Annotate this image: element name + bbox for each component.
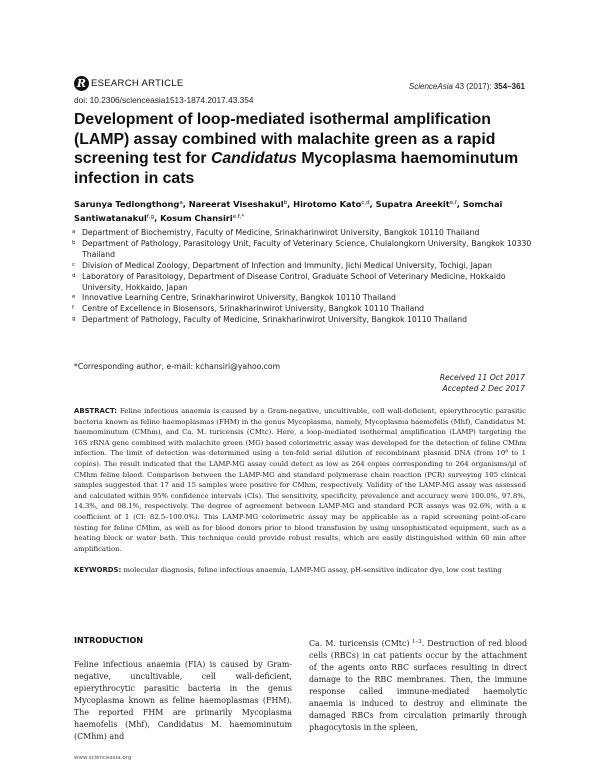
- abstract-label: ABSTRACT:: [74, 407, 118, 415]
- title-italic: Candidatus: [210, 150, 297, 167]
- section-heading-introduction: INTRODUCTION: [74, 636, 144, 645]
- article-type-badge: [74, 74, 184, 92]
- author-name: Somchai Santiwatanakul: [74, 199, 503, 223]
- affiliation-text: Department of Biochemistry, Faculty of Medicine, Srinakharinwirot University, Bangkok 10110 Thailand: [82, 228, 480, 237]
- dates: [440, 373, 525, 395]
- intro-col2-rest: . Destruction of red blood cells (RBCs) in cat patients occur by the attachment of the agents onto RBC surfaces resulting in direct damage to the RBC membranes. Then, the immune response called immune-mediated haemolytic anaemia is induced to destroy and eliminate the damaged RBCs from circulation primarily through phagocytosis in the spleen,: [309, 639, 527, 732]
- affiliation-text: Department of Pathology, Faculty of Medicine, Srinakharinwirot University, Bangkok 10110 Thailand: [82, 315, 467, 325]
- abstract-text: Feline infectious anaemia is caused by a Gram-negative, uncultivable, cell wall-deficient, epierythrocytic parasitic bacteria known as feline haemoplasmas (FHM) in the genus Mycoplasma, namely, Mycoplasma haemofelis (Mhf), Candidatus M. haemominutum (CMhm), and Ca. M. turicensis (CMtc). Here, a loop-mediated isothermal amplification (LAMP) targeting the 16S rRNA gene combined with malachite green (MG) based colorimetric assay was developed for the detection of feline CMhm infection. The limit of detection was determined using a ten-fold serial dilution of recombinant plasmid DNA (from 10⁸ to 1 copies). The result indicated that the LAMP-MG assay could detect as low as 264 copies corresponding to 264 organisms/µl of CMhm feline blood. Comparison between the LAMP-MG and standard polymerase chain reaction (PCR) surveying 105 clinical samples suggested that 17 and 15 samples were positive for CMhm, respectively. Validity of the LAMP-MG assay was assessed and calculated within 95% confidence intervals (CIs). The sensitivity, specificity, prevalence and accuracy were 100.0%, 97.8%, 14.3%, and 98.1%, respectively. The degree of agreement between LAMP-MG and standard PCR assays was 92.6%, with a κ coefficient of 1 (CI: 82.5–100.0%). This LAMP-MG colorimetric assay may be applicable as a rapid screening point-of-care testing for feline CMhm, as well as for blood donors prior to blood transfusion by using unsophisticated equipment, such as a heating block or water bath. This technique could provide robust results, which are easily distinguished within 60 min after amplification.: [74, 407, 526, 553]
- affiliation-item: [72, 315, 532, 326]
- author-name: Hirotomo Kato: [293, 199, 362, 209]
- keywords: [74, 565, 526, 576]
- corresponding-author: *Corresponding author, e-mail: kchansiri@yahoo.com: [74, 362, 281, 371]
- footer-url[interactable]: www.scienceasia.org: [74, 755, 132, 761]
- author-name: Kosum Chansiri: [160, 212, 233, 223]
- affiliation-item: [72, 228, 532, 239]
- author-affiliation-mark: a: [179, 200, 183, 206]
- intro-col2-start: Ca. M. turicensis (CMtc): [309, 639, 410, 648]
- keywords-label: KEYWORDS:: [74, 566, 122, 574]
- journal-pages: 354–361: [493, 82, 525, 91]
- intro-column-1: Feline infectious anaemia (FIA) is caused by Gram-negative, uncultivable, cell wall-deficient, epierythrocytic parasitic bacteria in the genus Mycoplasma known as feline haemoplasmas (FHM). The reported FHM are primarily Mycoplasma haemofelis (Mhf), Candidatus M. haemominutum (CMhm) and: [74, 660, 292, 741]
- citation-ref[interactable]: 1–3: [409, 639, 422, 645]
- title-part-2: Mycoplasma haemominutum infection in cats: [74, 150, 519, 187]
- affiliation-item: [72, 272, 532, 294]
- affiliation-item: [72, 239, 532, 261]
- affiliation-item: [72, 293, 532, 304]
- author-affiliation-mark: f,g: [146, 213, 155, 220]
- affiliation-list: [72, 228, 532, 326]
- intro-column-2: [309, 636, 527, 734]
- affiliation-mark: f: [72, 305, 74, 312]
- keywords-text: molecular diagnosis, feline infectious anaemia, LAMP-MG assay, pH-sensitive indicator dye, low cost testing: [121, 566, 502, 574]
- affiliation-mark: e: [72, 294, 76, 301]
- journal-name: ScienceAsia: [408, 82, 453, 91]
- received-date: Received 11 Oct 2017: [439, 373, 525, 382]
- affiliation-item: [72, 261, 532, 272]
- author-separator: ,: [182, 199, 189, 209]
- journal-citation: [409, 82, 525, 91]
- doi[interactable]: doi: 10.2306/scienceasia1513-1874.2017.43.354: [74, 95, 254, 105]
- affiliation-mark: d: [72, 272, 76, 279]
- author-name: Sarunya Tedlongthong: [74, 199, 180, 209]
- affiliation-mark: g: [72, 316, 76, 323]
- affiliation-mark: a: [72, 229, 76, 235]
- author-separator: ,: [369, 199, 376, 209]
- author-name: Nareerat Viseshakul: [188, 199, 284, 209]
- author-list: [74, 197, 534, 224]
- affiliation-item: [72, 304, 532, 315]
- author-separator: ,: [456, 199, 463, 209]
- affiliation-text: Innovative Learning Centre, Srinakharinwirot University, Bangkok 10110 Thailand: [82, 293, 396, 303]
- author-affiliation-mark: e,f,*: [232, 213, 245, 220]
- accepted-date: Accepted 2 Dec 2017: [442, 383, 525, 393]
- research-logo-icon: R: [74, 76, 89, 91]
- affiliation-mark: c: [72, 261, 76, 268]
- author-affiliation-mark: b: [283, 200, 288, 206]
- paper-title: [74, 110, 534, 188]
- author-separator: ,: [287, 199, 294, 209]
- journal-volume: 43 (2017):: [452, 82, 494, 91]
- affiliation-text: Division of Medical Zoology, Department of Infection and Immunity, Jichi Medical University, Tochigi, Japan: [82, 260, 493, 270]
- author-affiliation-mark: c,d: [361, 200, 370, 206]
- author-name: Supatra Areekit: [375, 199, 450, 209]
- affiliation-text: Laboratory of Parasitology, Department of Disease Control, Graduate School of Veterinary Medicine, Hokkaido University, Hokkaido, Japan: [82, 271, 506, 292]
- affiliation-text: Department of Pathology, Parasitology Unit, Faculty of Veterinary Science, Chulalongkorn University, Bangkok 10330 Thailand: [82, 238, 532, 259]
- affiliation-text: Centre of Excellence in Biosensors, Srinakharinwirot University, Bangkok 10110 Thailand: [82, 304, 425, 314]
- abstract: [74, 406, 526, 554]
- title-part-1: Development of loop-mediated isothermal amplification (LAMP) assay combined with malachite green as a rapid screening test for: [74, 111, 496, 167]
- author-affiliation-mark: e,f: [449, 200, 457, 206]
- author-separator: ,: [154, 212, 161, 223]
- article-type-label: ESEARCH ARTICLE: [91, 77, 184, 89]
- affiliation-mark: b: [72, 239, 76, 246]
